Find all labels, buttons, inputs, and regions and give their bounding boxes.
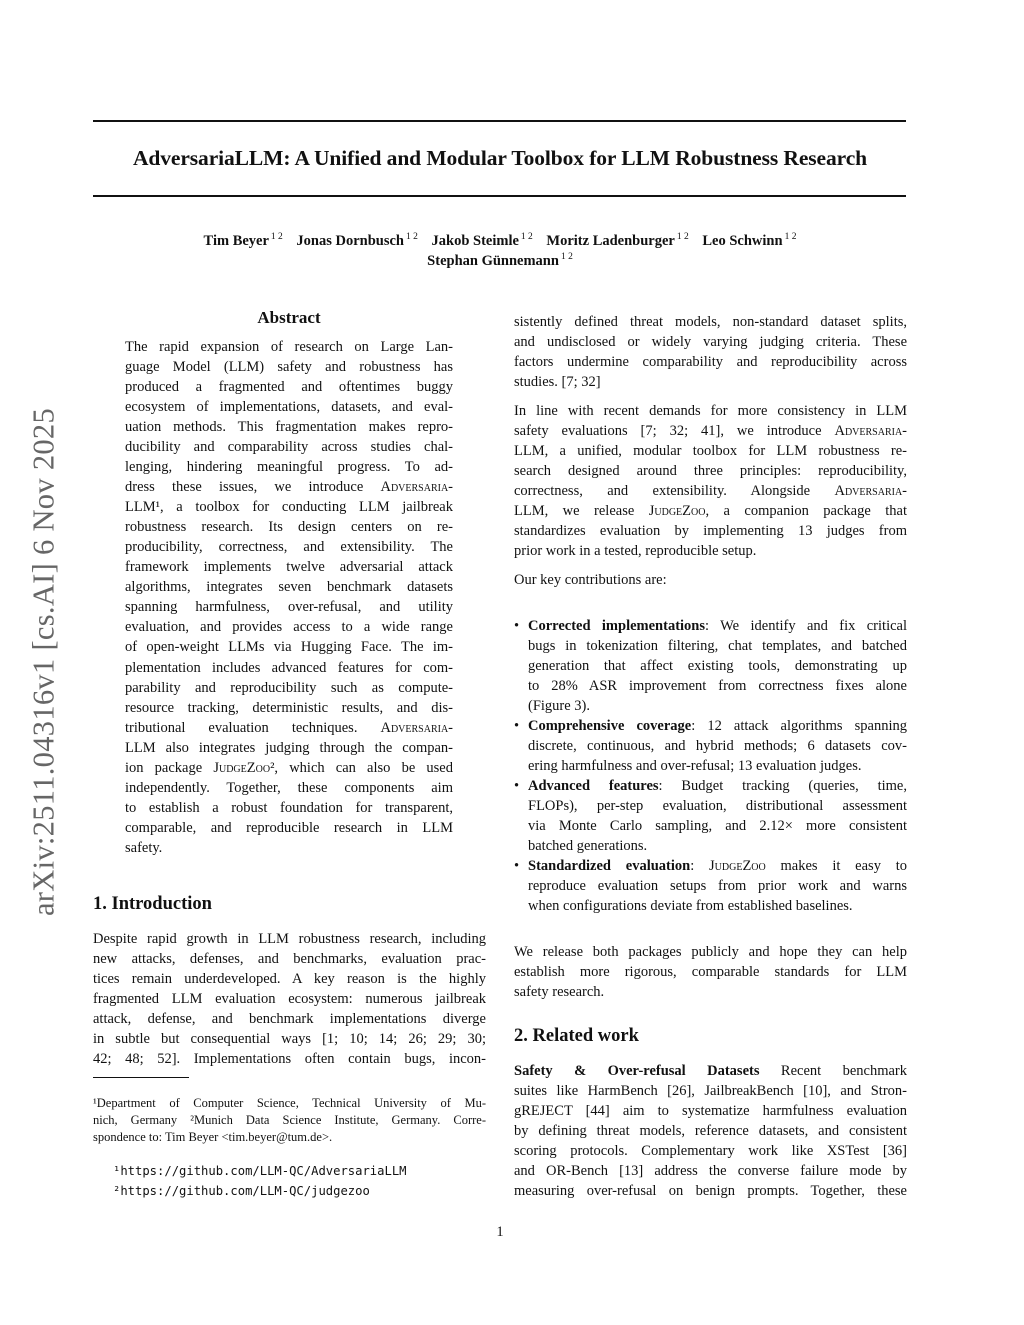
affiliation-footnote [93,1095,486,1147]
abstract-line: ion package JudgeZoo², which can also be used [125,759,453,776]
text-line: and undisclosed or widely varying judging criteria. These [514,334,907,351]
bullet-line: via Monte Carlo sampling, and 2.12× more consistent [528,818,907,835]
abstract-line: lenging, hindering meaningful progress. To ad- [125,459,453,476]
author: Jonas Dornbusch $^{1 2}$ [296,232,418,249]
bullet-title: Advanced features [528,778,659,794]
abstract-line: algorithms, integrates seven benchmark datasets [125,579,453,596]
paper-title: AdversariaLLM: A Unified and Modular Toolbox for LLM Robustness Research [132,146,868,170]
bullet-line: ering harmfulness and over-refusal; 13 evaluation judges. [528,758,862,775]
bullet-line: discrete, continuous, and hybrid methods; 6 datasets cov- [528,738,907,755]
footnote-line: nich, Germany ²Munich Data Science Institute, Germany. Corre- [93,1113,486,1128]
title-rule-top [93,120,906,122]
bullet-line: when configurations deviate from established baselines. [528,898,853,915]
abstract-line: evaluation, and provides access to a wide range [125,619,453,636]
intro-line: tices remain underdeveloped. A key reason is the highly [93,971,486,988]
contribution-bullet [514,856,907,916]
bullet-line: reproduce evaluation setups from prior work and warns [528,878,907,895]
author-list-line-1 [60,232,940,250]
bullet-title: Comprehensive coverage [528,718,692,734]
abstract-line: parability and reproducibility such as compute- [125,679,453,696]
abstract-line: spanning harmfulness, over-refusal, and utility [125,599,453,616]
author: Leo Schwinn $^{1 2}$ [702,232,797,249]
footnote-link[interactable]: ¹https://github.com/LLM-QC/AdversariaLLM [113,1164,407,1178]
abstract-line: ducibility and comparability across studies chal- [125,439,453,456]
bullet-icon: • [514,618,520,634]
abstract-line: to establish a robust foundation for transparent, [125,799,453,816]
author: Moritz Ladenburger $^{1 2}$ [546,232,689,249]
bullet-line: (Figure 3). [528,698,591,715]
bullet-line: bugs in tokenization filtering, chat templates, and batched [528,638,907,655]
contribution-bullet [514,776,907,856]
text-line: standardizes evaluation by implementing 13 judges from [514,523,907,540]
text-line: prior work in a tested, reproducible setup. [514,543,757,560]
abstract-body [125,337,453,858]
abstract-line: producibility, correctness, and extensibility. The [125,539,453,556]
section-heading-introduction: 1. Introduction [93,894,212,914]
abstract-line: The rapid expansion of research on Large Lan- [125,339,453,355]
author: Stephan Günnemann $^{1 2}$ [427,252,573,269]
contributions-intro: Our key contributions are: [514,572,667,588]
footnote-line: spondence to: Tim Beyer <tim.beyer@tum.de>. [93,1130,333,1145]
author: Tim Beyer $^{1 2}$ [203,232,283,249]
introduction-body [93,929,486,1069]
text-line: LLM, a unified, modular toolbox for LLM robustness re- [514,443,907,460]
bullet-icon: • [514,718,520,734]
abstract-line: tributional evaluation techniques. Adversaria- [125,719,453,736]
text-line: LLM, we release JudgeZoo, a companion package that [514,503,907,520]
paragraph-run-in-heading: Safety & Over-refusal Datasets [514,1063,760,1079]
text-line: measuring over-refusal on benign prompts. Together, these [514,1183,907,1200]
bullet-title: Standardized evaluation [528,858,691,874]
abstract-line: independently. Together, these components aim [125,779,453,796]
arxiv-identifier: arXiv:2511.04316v1 [cs.AI] 6 Nov 2025 [26,407,61,917]
intro-line: in subtle but consequential ways [1; 10; 14; 26; 29; 30; [93,1031,486,1048]
bullet-line: batched generations. [528,838,648,855]
bullet-line: Corrected implementations: We identify and fix critical [528,618,907,634]
intro-line: Despite rapid growth in LLM robustness research, including [93,931,486,947]
text-line: by defining threat models, reference datasets, and consistent [514,1123,907,1140]
footnote-links [113,1161,407,1201]
author-list-line-2 [60,252,940,270]
related-work-paragraph [514,1061,907,1201]
text-line: safety research. [514,984,605,1001]
bullet-line: Comprehensive coverage: 12 attack algorithms spanning [528,718,908,734]
text-line: safety evaluations [7; 32; 41], we introduce Adversaria- [514,423,907,440]
text-line: studies. [7; 32] [514,374,601,391]
abstract-line: ecosystem of implementations, datasets, and eval- [125,399,453,416]
section-heading-related-work: 2. Related work [514,1026,639,1046]
abstract-line: of open-weight LLMs via Hugging Face. The im- [125,639,453,656]
bullet-line: Standardized evaluation: JudgeZoo makes it easy to [528,858,907,874]
abstract-line: plementation includes advanced features for com- [125,659,453,676]
abstract-line: dress these issues, we introduce Adversaria- [125,479,453,496]
abstract-line: uation methods. This fragmentation makes repro- [125,419,453,436]
text-line: suites like HarmBench [26], JailbreakBench [10], and Stron- [514,1083,907,1100]
text-line: In line with recent demands for more consistency in LLM [514,403,907,419]
text-line: search designed around three principles: reproducibility, [514,463,907,480]
abstract-line: resource tracking, deterministic results, and dis- [125,699,453,716]
bullet-icon: • [514,858,520,874]
bullet-line: FLOPs), per-step evaluation, distributional assessment [528,798,907,815]
text-line: establish more rigorous, comparable standards for LLM [514,964,907,981]
text-line: Safety & Over-refusal Datasets Recent benchmark [514,1063,908,1079]
intro-line: attack, defense, and benchmark implementations diverge [93,1011,486,1028]
text-line: scoring protocols. Complementary work like XSTest [36] [514,1143,907,1160]
intro-line: new attacks, defenses, and benchmarks, evaluation prac- [93,951,486,968]
author: Jakob Steimle $^{1 2}$ [431,232,533,249]
abstract-heading: Abstract [257,308,321,327]
title-rule-bottom [93,195,906,197]
bullet-line: generation that affect existing tools, demonstrating up [528,658,907,675]
footnote-rule [93,1077,189,1078]
text-line: We release both packages publicly and hope they can help [514,944,907,960]
footnote-line: ¹Department of Computer Science, Technical University of Mu- [93,1096,486,1110]
abstract-line: framework implements twelve adversarial attack [125,559,453,576]
abstract-line: comparable, and reproducible research in LLM [125,819,453,836]
abstract-line: guage Model (LLM) safety and robustness has [125,359,453,376]
bullet-line: to 28% ASR improvement from correctness fixes alone [528,678,907,695]
abstract-line: LLM¹, a toolbox for conducting LLM jailbreak [125,499,453,516]
intro-line: fragmented LLM evaluation ecosystem: numerous jailbreak [93,991,486,1008]
footnote-link[interactable]: ²https://github.com/LLM-QC/judgezoo [113,1184,370,1198]
contribution-bullet [514,616,907,716]
right-paragraph-4 [514,942,907,1002]
right-paragraph-2 [514,401,907,561]
contribution-bullet [514,716,907,776]
text-line: factors undermine comparability and reproducibility across [514,354,907,371]
bullet-icon: • [514,778,520,794]
text-line: sistently defined threat models, non-standard dataset splits, [514,314,907,330]
text-line: gREJECT [44] aim to systematize harmfulness evaluation [514,1103,907,1120]
right-paragraph-1 [514,312,907,392]
intro-line: 42; 48; 52]. Implementations often contain bugs, incon- [93,1051,486,1068]
abstract-line: safety. [125,839,163,856]
text-line: correctness, and extensibility. Alongside Adversaria- [514,483,907,500]
abstract-line: produced a fragmented and oftentimes buggy [125,379,453,396]
abstract-line: robustness research. Its design centers on re- [125,519,453,536]
bullet-title: Corrected implementations [528,618,706,634]
page-number: 1 [496,1224,504,1240]
bullet-line: Advanced features: Budget tracking (queries, time, [528,778,907,794]
abstract-line: LLM also integrates judging through the compan- [125,739,453,756]
text-line: and OR-Bench [13] address the converse failure mode by [514,1163,907,1180]
